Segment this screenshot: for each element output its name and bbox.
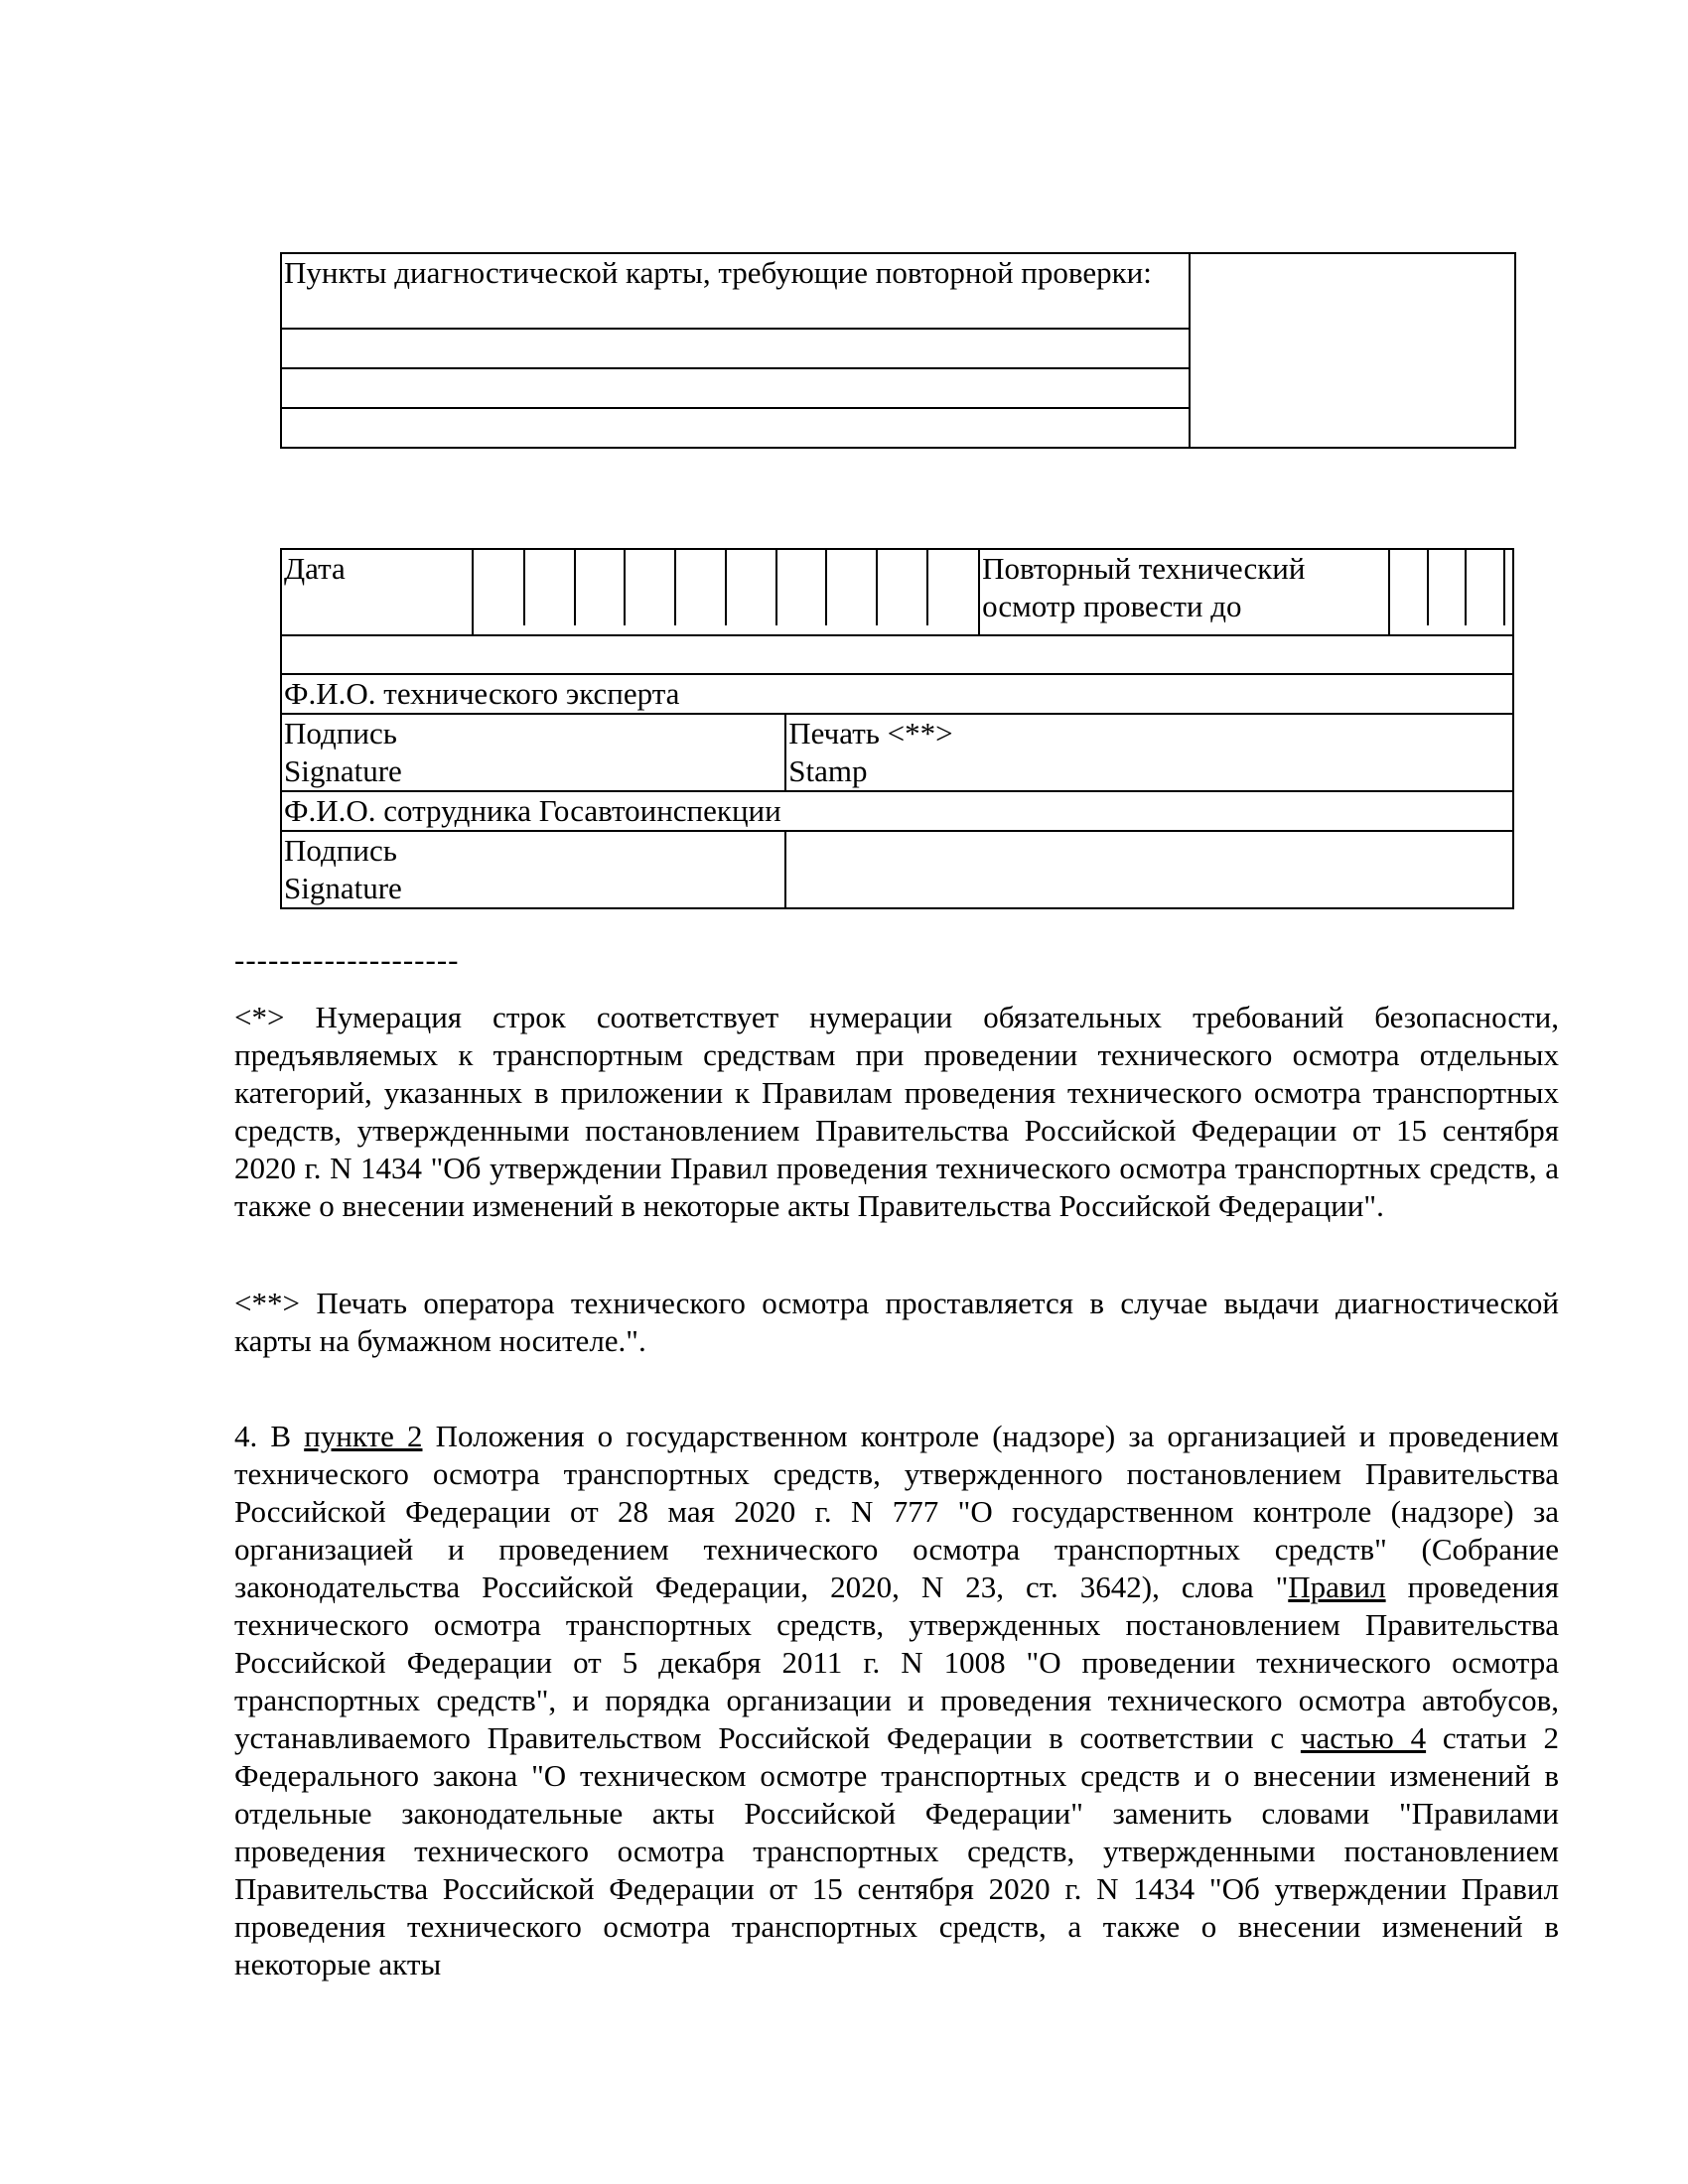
recheck-item-blank-row xyxy=(281,368,1190,408)
stamp-label-en: Stamp xyxy=(788,753,868,788)
link-pravil[interactable]: Правил xyxy=(1288,1570,1386,1604)
empty-row xyxy=(281,635,1513,674)
recheck-item-blank-row xyxy=(281,408,1190,448)
stamp-label-ru: Печать <**> xyxy=(788,716,953,751)
date-digit-boxes xyxy=(474,550,978,625)
reinspection-cell xyxy=(979,549,1513,635)
paragraph-4-text-4: статьи 2 Федерального закона "О техническом осмотре транспортных средств и о внесении изменений в отдельные законодательные акты Российской Федерации" заменить словами "Правилами проведения технического осмотра транспортных средств, утвержденными постановлением Правительства Российской Федерации от 15 сентября 2020 г. N 1434 "Об утверждении Правил проведения технического осмотра транспортных средств, а также о внесении изменений в некоторые акты xyxy=(234,1720,1559,1981)
reinspection-digit-boxes xyxy=(1390,550,1513,625)
signature-table xyxy=(280,548,1514,909)
expert-name-field: Ф.И.О. технического эксперта xyxy=(281,674,1513,714)
date-input-cells[interactable] xyxy=(473,549,979,635)
expert-signature-label-ru: Подпись xyxy=(284,716,397,751)
expert-signature-cell xyxy=(281,714,785,791)
footnote-separator: -------------------- xyxy=(234,942,460,977)
paragraph-4-text-1: 4. В xyxy=(234,1419,305,1453)
police-signature-label-ru: Подпись xyxy=(284,833,397,868)
recheck-item-blank-row xyxy=(281,329,1190,368)
reinspection-date-input-cells[interactable] xyxy=(1389,550,1513,634)
date-label: Дата xyxy=(281,549,473,635)
police-signature-cell xyxy=(281,831,785,908)
link-chastyu-4[interactable]: частью 4 xyxy=(1300,1720,1427,1755)
police-signature-label-en: Signature xyxy=(284,871,402,905)
police-signature-blank xyxy=(785,831,1513,908)
footnote-2: <**> Печать оператора технического осмотра проставляется в случае выдачи диагностической карты на бумажном носителе.". xyxy=(234,1286,1559,1358)
paragraph-4 xyxy=(234,1418,1559,1983)
paragraph-4-text-2: Положения о государственном контроле (надзоре) за организацией и проведением технического осмотра транспортных средств, утвержденного постановлением Правительства Российской Федерации от 28 мая 2020 г. N 777 "О государственном контроле (надзоре) за организацией и проведением технического осмотра транспортных средств" (Собрание законодательства Российской Федерации, 2020, N 23, ст. 3642), слова " xyxy=(234,1419,1559,1604)
recheck-items-side-cell xyxy=(1190,253,1515,448)
recheck-items-table xyxy=(280,252,1516,449)
expert-signature-label-en: Signature xyxy=(284,753,402,788)
footnote-1: <*> Нумерация строк соответствует нумерации обязательных требований безопасности, предъявляемых к транспортным средствам при проведении технического осмотра отдельных категорий, указанных в приложении к Правилам проведения технического осмотра транспортных средств, утвержденными постановлением Правительства Российской Федерации от 15 сентября 2020 г. N 1434 "Об утверждении Правил проведения технического осмотра транспортных средств, а также о внесении изменений в некоторые акты Правительства Российской Федерации". xyxy=(234,1000,1559,1223)
reinspection-label: Повторный технический осмотр провести до xyxy=(980,550,1389,634)
police-officer-name-field: Ф.И.О. сотрудника Госавтоинспекции xyxy=(281,791,1513,831)
recheck-items-header: Пункты диагностической карты, требующие повторной проверки: xyxy=(281,253,1190,329)
stamp-cell xyxy=(785,714,1513,791)
link-punkt-2[interactable]: пункте 2 xyxy=(304,1419,423,1453)
paragraph-4-text-3: проведения технического осмотра транспортных средств, утвержденных постановлением Правительства Российской Федерации от 5 декабря 2011 г. N 1008 "О проведении технического осмотра транспортных средств", и порядка организации и проведения технического осмотра автобусов, устанавливаемого Правительством Российской Федерации в соответствии с xyxy=(234,1570,1559,1755)
